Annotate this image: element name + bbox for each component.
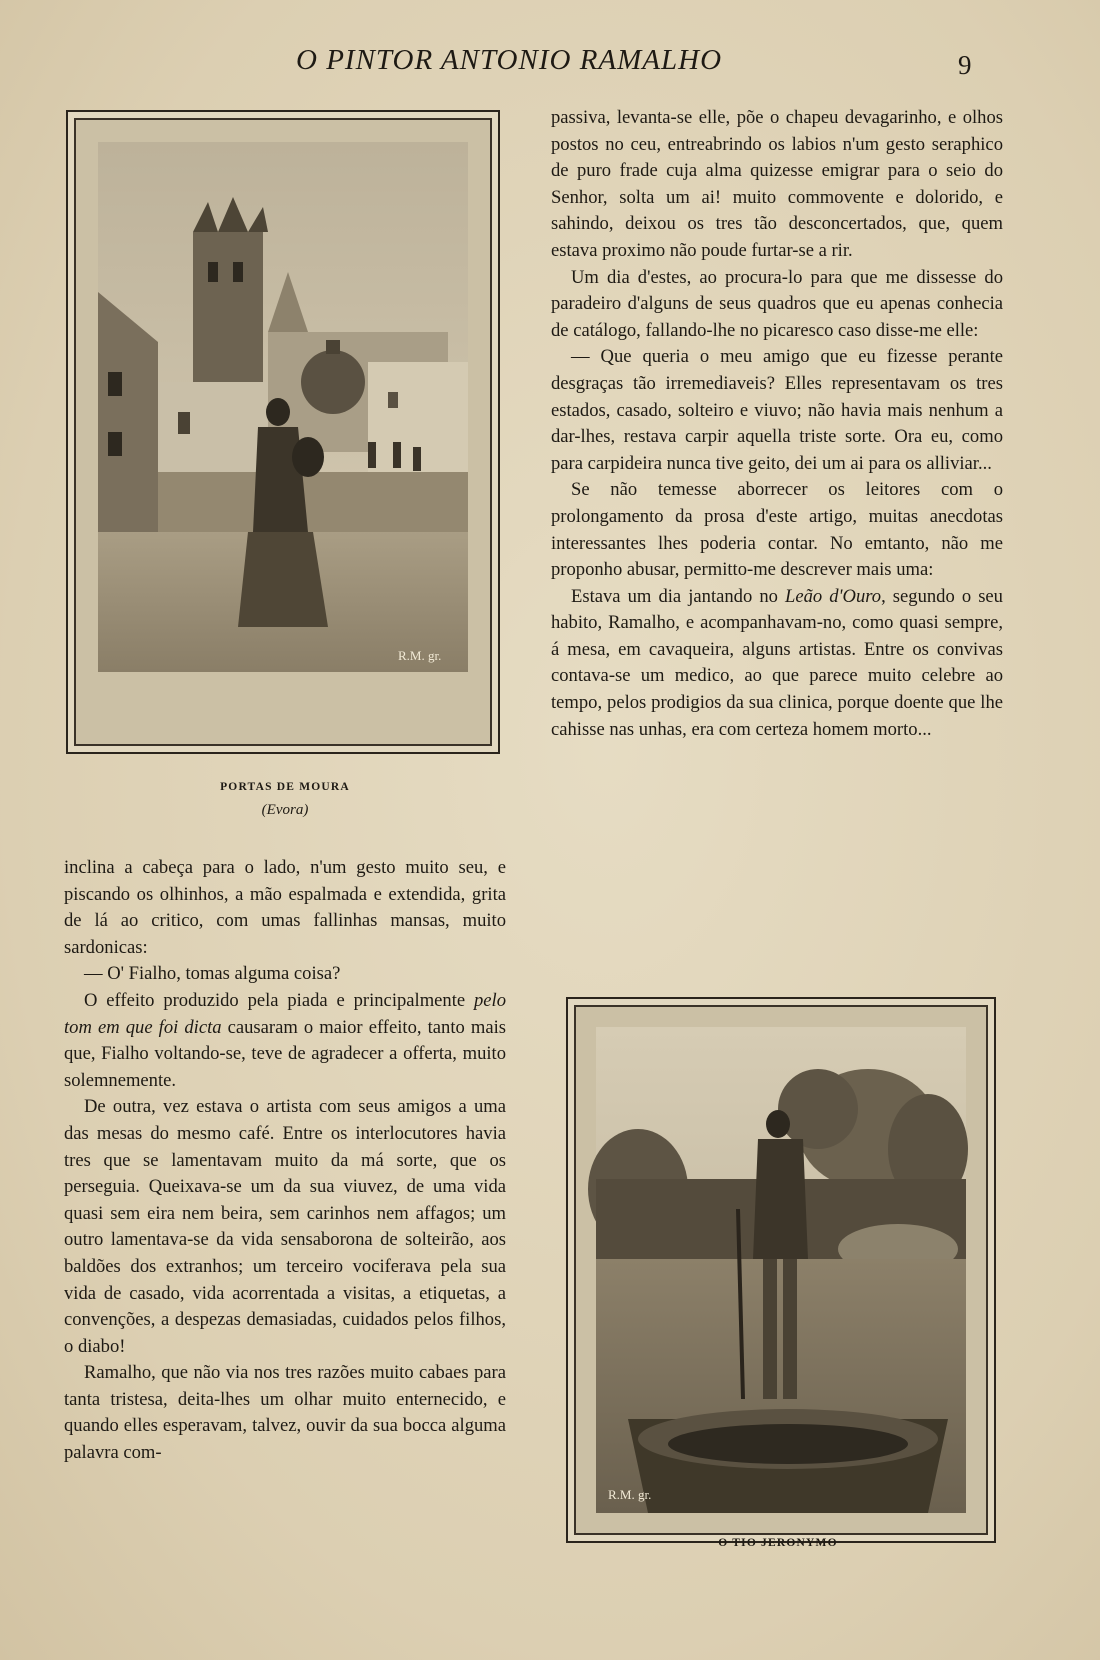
paragraph: Se não temesse aborrecer os leitores com o prolongamento da prosa d'este artigo, muitas anecdotas interessantes lhes poderia contar. No emtanto, não me proponho abusar, permitto-me descrever mais uma: (551, 479, 1003, 581)
text-run: O effeito produzido pela piada e principalmente (84, 989, 474, 1011)
running-title: O PINTOR ANTONIO RAMALHO (296, 44, 723, 76)
caption-o-tio-jeronymo: O TIO JERONYMO (718, 1537, 838, 1549)
engraver-signature: R.M. gr. (608, 1487, 652, 1502)
paragraph: Ramalho, que não via nos tres razões muito cabaes para tanta tristesa, deita-lhes um olhar muito enternecido, e quando elles esperavam, talvez, ouvir da sua bocca alguma palavra com- (64, 1362, 506, 1464)
street-scene-engraving (68, 112, 498, 752)
paragraph (551, 584, 1003, 744)
page-number: 9 (958, 50, 972, 80)
paragraph: inclina a cabeça para o lado, n'um gesto muito seu, e piscando os olhinhos, a mão espalmada e extendida, grita de lá ao critico, com umas fallinhas mansas, muito sardonicas: (64, 857, 506, 958)
left-text-column (64, 855, 506, 1467)
paragraph: Um dia d'estes, ao procura-lo para que me dissesse do paradeiro d'alguns de seus quadros que eu apenas conhecia de catálogo, fallando-lhe no picaresco caso disse-me elle: (551, 266, 1003, 341)
paragraph: — O' Fialho, tomas alguma coisa? (84, 963, 341, 985)
italic-text: Leão d'Ouro (784, 585, 882, 607)
caption-evora: (Evora) (261, 802, 309, 818)
paragraph: passiva, levanta-se elle, põe o chapeu devagarinho, e olhos postos no ceu, entreabrindo os labios n'um gesto seraphico de puro frade cuja alma quizesse emigrar para o seio do Senhor, solta um ai! muito commovente e dolorido, e sahindo, deixou os tres tão desconcertados, que, quem estava proximo não poude furtar-se a rir. (551, 107, 1003, 261)
illustration-o-tio-jeronymo (566, 997, 996, 1543)
paragraph (64, 988, 506, 1094)
text-run: Estava um dia jantando no (571, 585, 785, 607)
paragraph: De outra, vez estava o artista com seus amigos a uma das mesas do mesmo café. Entre os interlocutores havia tres que se lamentavam muito da má sorte, que os perseguia. Queixava-se um da sua viuvez, de uma vida quasi sem eira nem beira, sem carinhos nem affagos; um outro lamentava-se da vida sensaborona de solteirão, aos baldões dos extranhos; um terceiro vociferava pela sua vida de casado, vida acorrentada a visitas, a etiquetas, a convenções, a despezas demasiadas, cuidados pelos filhos, o diabo! (64, 1096, 506, 1357)
caption-portas-de-moura: PORTAS DE MOURA (220, 781, 350, 793)
page-header (0, 44, 1100, 84)
paragraph: — Que queria o meu amigo que eu fizesse perante desgraças tão irremediaveis? Elles representavam os tres estados, casado, solteiro e viuvo; não havia mais nenhum a dar-lhes, restava carpir aquella triste sorte. Ora eu, como para carpideira nunca tive geito, dei um ai para os alliviar... (551, 346, 1003, 474)
engraver-signature: R.M. gr. (398, 648, 442, 663)
illustration-portas-de-moura (66, 110, 500, 754)
right-text-column (551, 105, 1003, 743)
text-run: causaram o maior effeito, tanto mais que, Fialho voltando-se, teve de agradecer a offerta, muito solemnemente. (64, 1016, 506, 1091)
boatman-engraving (568, 999, 994, 1541)
text-run: , segundo o seu habito, Ramalho, e acompanhavam-no, como quasi sempre, á mesa, em cavaqueira, alguns artistas. Entre os convivas contava-se um medico, ao que parece muito celebre ao tempo, pelos prodigios da sua clinica, porque doente que lhe cahisse nas unhas, era com certeza homem morto... (551, 585, 1003, 740)
italic-text: pelo tom em que foi dicta (64, 989, 506, 1038)
